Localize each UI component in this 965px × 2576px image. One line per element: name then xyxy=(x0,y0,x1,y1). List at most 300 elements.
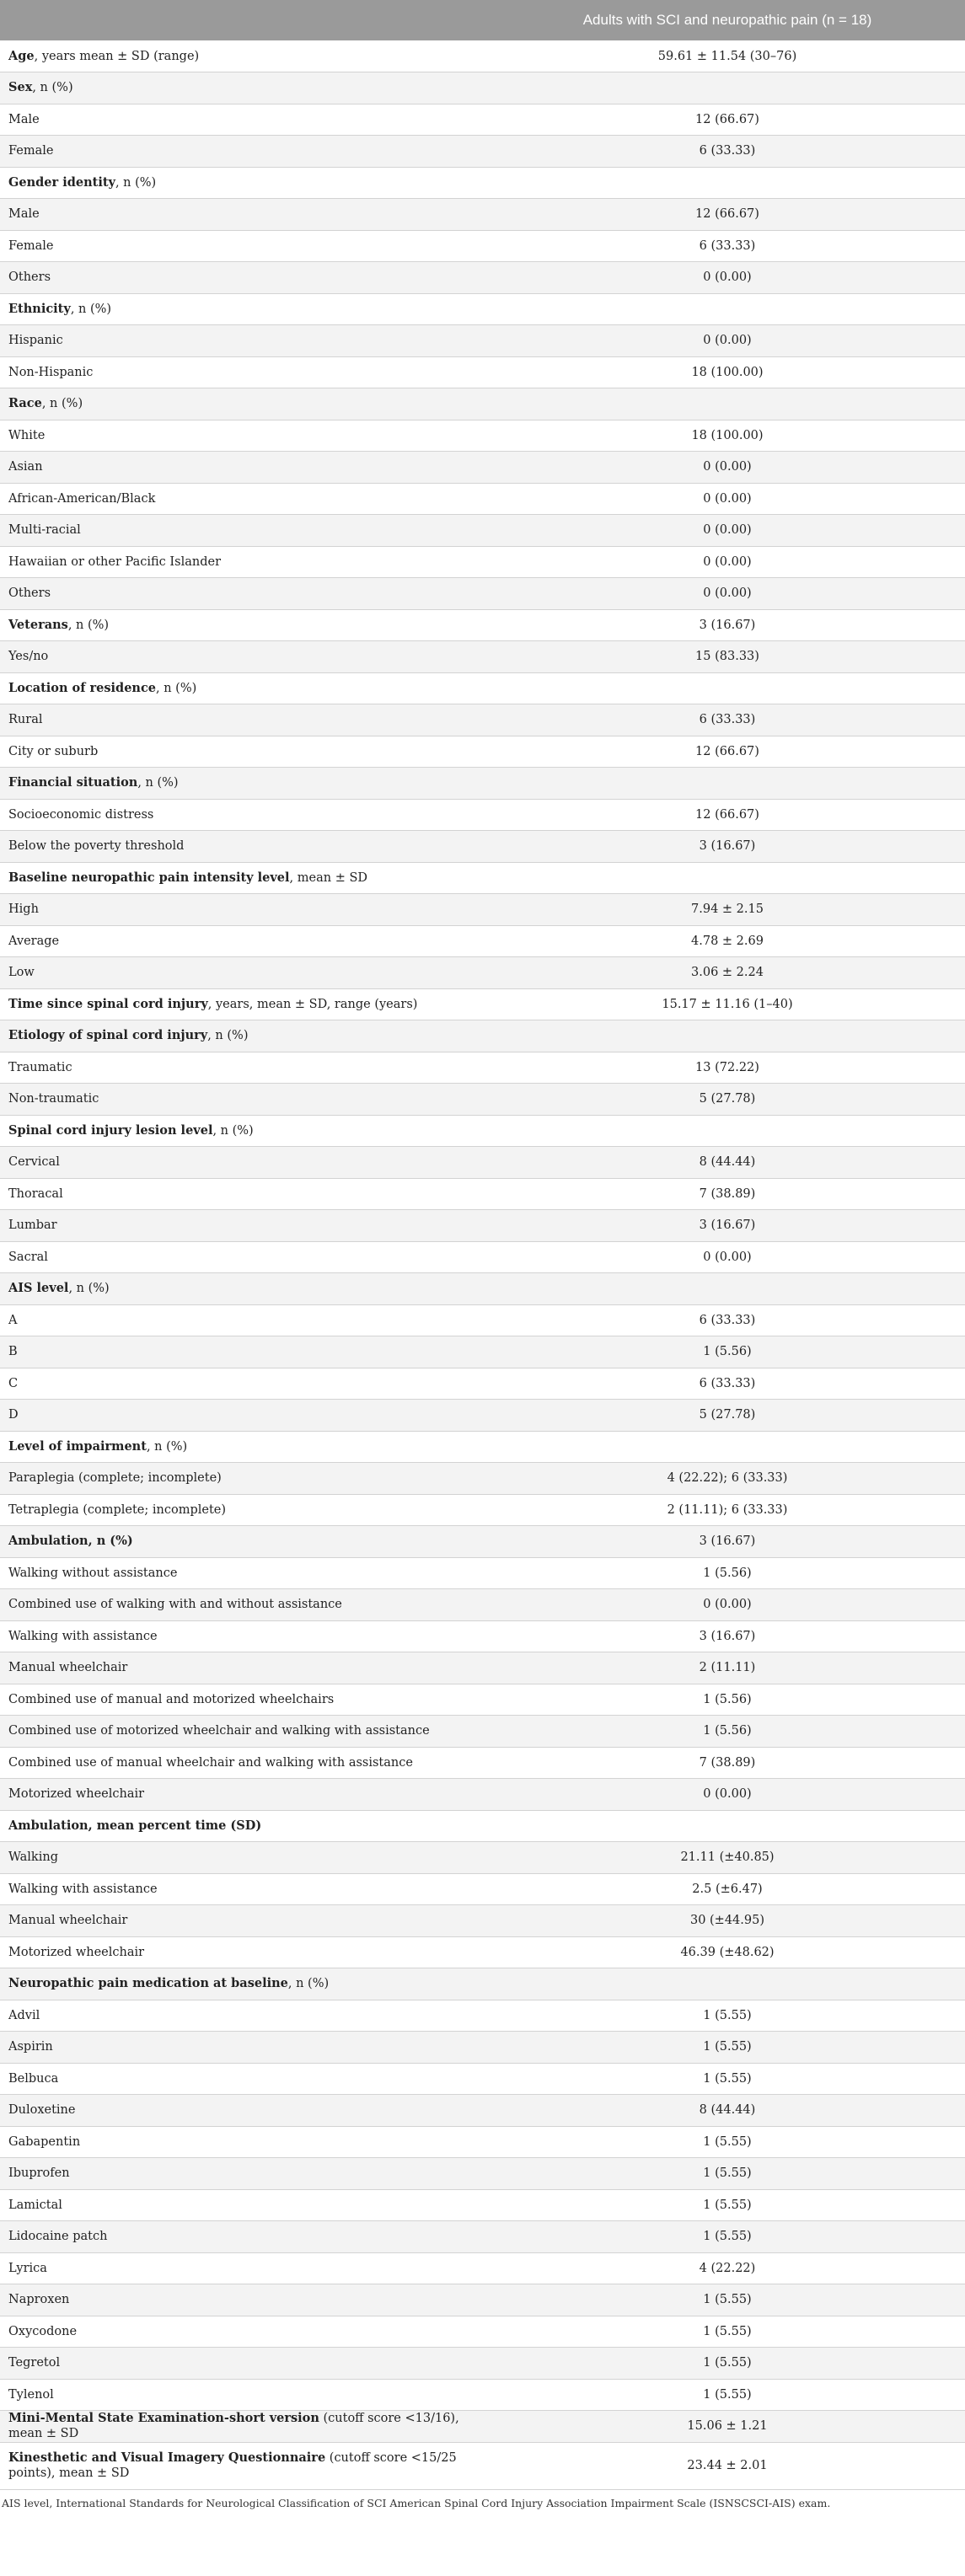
row-value: 1 (5.55) xyxy=(490,2158,965,2190)
table-header-row xyxy=(0,0,965,40)
row-label-text: B xyxy=(8,1345,18,1359)
row-label xyxy=(0,293,490,325)
row-label-text: Lidocaine patch xyxy=(8,2230,108,2244)
row-value: 1 (5.56) xyxy=(490,1336,965,1368)
row-value: 1 (5.55) xyxy=(490,2000,965,2032)
row-label-text: Walking with assistance xyxy=(8,1882,158,1896)
row-value: 0 (0.00) xyxy=(490,1241,965,1273)
table-row xyxy=(0,1147,965,1179)
row-label-text: , years, mean ± SD, range (years) xyxy=(207,997,418,1011)
row-value: 59.61 ± 11.54 (30–76) xyxy=(490,40,965,72)
table-row xyxy=(0,957,965,989)
row-value: 0 (0.00) xyxy=(490,515,965,547)
row-label xyxy=(0,262,490,294)
row-label-text: Oxycodone xyxy=(8,2324,78,2338)
row-value: 5 (27.78) xyxy=(490,1084,965,1116)
table-row xyxy=(0,609,965,641)
row-label-text: Belbuca xyxy=(8,2071,59,2086)
table-row xyxy=(0,1810,965,1842)
row-label-text: , n (%) xyxy=(67,618,110,632)
table-row xyxy=(0,1463,965,1495)
row-value xyxy=(490,167,965,199)
row-label xyxy=(0,546,490,578)
row-value xyxy=(490,1968,965,2000)
row-label-bold: Veterans xyxy=(8,617,68,632)
row-label-text: Motorized wheelchair xyxy=(8,1945,145,1959)
row-value: 0 (0.00) xyxy=(490,1779,965,1811)
row-label-text: Female xyxy=(8,238,54,253)
table-row xyxy=(0,1747,965,1779)
table-row xyxy=(0,2442,965,2489)
row-label xyxy=(0,388,490,420)
row-label-text: Motorized wheelchair xyxy=(8,1787,145,1802)
row-label xyxy=(0,2379,490,2411)
row-value: 2 (11.11); 6 (33.33) xyxy=(490,1494,965,1526)
row-label xyxy=(0,1526,490,1558)
row-value xyxy=(490,862,965,894)
row-value xyxy=(490,388,965,420)
row-label xyxy=(0,1210,490,1242)
row-label xyxy=(0,1842,490,1874)
row-label-text: Non-Hispanic xyxy=(8,365,94,379)
row-label-bold: Ambulation, n (%) xyxy=(8,1534,133,1549)
row-value: 18 (100.00) xyxy=(490,420,965,452)
table-row xyxy=(0,546,965,578)
row-label-text: , n (%) xyxy=(41,397,83,411)
table-row xyxy=(0,1620,965,1652)
row-label xyxy=(0,957,490,989)
row-value xyxy=(490,293,965,325)
row-label xyxy=(0,2411,490,2443)
row-label-text: , mean ± SD xyxy=(289,870,368,885)
row-value: 6 (33.33) xyxy=(490,1304,965,1336)
row-value: 8 (44.44) xyxy=(490,1147,965,1179)
row-label xyxy=(0,2221,490,2253)
row-label-text: Aspirin xyxy=(8,2040,53,2054)
row-label xyxy=(0,925,490,957)
row-label-text: Others xyxy=(8,270,51,285)
row-value: 3 (16.67) xyxy=(490,1526,965,1558)
row-label-bold: Gender identity xyxy=(8,174,115,190)
table-row xyxy=(0,1589,965,1621)
row-label-bold: Level of impairment xyxy=(8,1438,147,1454)
row-label-text: , n (%) xyxy=(156,681,197,695)
row-label xyxy=(0,325,490,357)
table-row xyxy=(0,2158,965,2190)
table-row xyxy=(0,641,965,673)
row-label xyxy=(0,1494,490,1526)
row-label xyxy=(0,1684,490,1716)
row-label-text: Sacral xyxy=(8,1250,48,1264)
row-value: 1 (5.55) xyxy=(490,2348,965,2380)
table-row xyxy=(0,104,965,136)
row-value: 18 (100.00) xyxy=(490,356,965,388)
row-label xyxy=(0,1336,490,1368)
row-label-bold: AIS level xyxy=(8,1281,69,1296)
row-label xyxy=(0,578,490,610)
row-label-bold: Etiology of spinal cord injury xyxy=(8,1028,208,1043)
row-label-text: Asian xyxy=(8,460,43,474)
row-label xyxy=(0,1716,490,1748)
row-label-text: Lamictal xyxy=(8,2198,62,2212)
row-label xyxy=(0,2126,490,2158)
row-label-text: Walking without assistance xyxy=(8,1566,178,1580)
row-label xyxy=(0,2000,490,2032)
row-value: 1 (5.55) xyxy=(490,2316,965,2348)
table-row xyxy=(0,578,965,610)
row-label xyxy=(0,1368,490,1400)
row-label xyxy=(0,2442,490,2489)
table-row xyxy=(0,1052,965,1084)
row-label xyxy=(0,199,490,231)
table-row xyxy=(0,2189,965,2221)
row-label-text: Socioeconomic distress xyxy=(8,807,154,822)
row-value: 6 (33.33) xyxy=(490,230,965,262)
table-row xyxy=(0,1115,965,1147)
row-label xyxy=(0,2348,490,2380)
table-row xyxy=(0,2379,965,2411)
row-value: 1 (5.56) xyxy=(490,1684,965,1716)
row-value: 15 (83.33) xyxy=(490,641,965,673)
row-label-text: Tetraplegia (complete; incomplete) xyxy=(8,1502,227,1517)
row-value: 3 (16.67) xyxy=(490,609,965,641)
row-label xyxy=(0,2063,490,2095)
row-label-text: Others xyxy=(8,586,51,601)
table-row xyxy=(0,1716,965,1748)
row-label xyxy=(0,988,490,1020)
row-label-bold: Race xyxy=(8,396,42,411)
row-label-text: Male xyxy=(8,207,40,222)
row-label xyxy=(0,1400,490,1432)
row-label-text: Manual wheelchair xyxy=(8,1914,128,1928)
table-row xyxy=(0,1084,965,1116)
row-label-text: Manual wheelchair xyxy=(8,1661,128,1675)
row-label-text: Walking xyxy=(8,1850,58,1865)
table-row xyxy=(0,925,965,957)
row-label-bold: Ethnicity xyxy=(8,301,71,316)
row-label-text: Combined use of walking with and without assistance xyxy=(8,1598,342,1612)
row-label-bold: Mini-Mental State Examination-short version xyxy=(8,2411,319,2426)
row-value: 21.11 (±40.85) xyxy=(490,1842,965,1874)
row-value xyxy=(490,1431,965,1463)
row-label xyxy=(0,1589,490,1621)
table-row xyxy=(0,72,965,104)
row-value: 0 (0.00) xyxy=(490,1589,965,1621)
row-value: 2 (11.11) xyxy=(490,1652,965,1684)
row-label xyxy=(0,452,490,484)
row-label xyxy=(0,2095,490,2127)
table-row xyxy=(0,1842,965,1874)
row-label xyxy=(0,2189,490,2221)
table-row xyxy=(0,1241,965,1273)
table-row xyxy=(0,262,965,294)
table-row xyxy=(0,40,965,72)
row-label xyxy=(0,1779,490,1811)
row-label xyxy=(0,1115,490,1147)
row-value xyxy=(490,1273,965,1305)
row-label-text: Hispanic xyxy=(8,334,63,348)
row-label-text: Thoracal xyxy=(8,1186,63,1201)
table-row xyxy=(0,199,965,231)
row-label xyxy=(0,1557,490,1589)
table-row xyxy=(0,1936,965,1968)
row-value: 1 (5.55) xyxy=(490,2032,965,2064)
row-label-bold: Sex xyxy=(8,80,33,95)
row-label xyxy=(0,1936,490,1968)
row-label-text: , n (%) xyxy=(207,1029,249,1043)
row-value xyxy=(490,1115,965,1147)
row-label-text: Non-traumatic xyxy=(8,1092,99,1106)
row-value: 6 (33.33) xyxy=(490,704,965,736)
row-label xyxy=(0,704,490,736)
row-label xyxy=(0,1304,490,1336)
table-row xyxy=(0,1431,965,1463)
row-value: 0 (0.00) xyxy=(490,578,965,610)
table-row xyxy=(0,293,965,325)
table-row xyxy=(0,2252,965,2284)
row-label-text: , n (%) xyxy=(70,302,112,316)
row-label xyxy=(0,483,490,515)
row-label xyxy=(0,1052,490,1084)
row-label xyxy=(0,2316,490,2348)
row-label-bold: Financial situation xyxy=(8,775,138,790)
row-value: 3 (16.67) xyxy=(490,1620,965,1652)
row-label xyxy=(0,356,490,388)
table-row xyxy=(0,136,965,168)
table-row xyxy=(0,1336,965,1368)
row-label xyxy=(0,1147,490,1179)
row-label xyxy=(0,831,490,863)
table-row xyxy=(0,515,965,547)
table-footnote: AIS level, International Standards for Neurological Classification of SCI American Spinal Cord Injury Association Impairment Scale (ISNSCSCI-AIS) exam. xyxy=(2,2496,831,2509)
row-label-text: Male xyxy=(8,112,40,126)
table-row xyxy=(0,452,965,484)
row-value: 46.39 (±48.62) xyxy=(490,1936,965,1968)
row-label-text: , n (%) xyxy=(212,1123,254,1138)
row-label-text: (cutoff score <13/16), mean ± SD xyxy=(8,2412,459,2441)
row-value: 3 (16.67) xyxy=(490,831,965,863)
row-label xyxy=(0,72,490,104)
row-label xyxy=(0,641,490,673)
row-value: 12 (66.67) xyxy=(490,799,965,831)
row-label xyxy=(0,1620,490,1652)
row-label xyxy=(0,1431,490,1463)
row-value: 7.94 ± 2.15 xyxy=(490,894,965,926)
row-label-text: A xyxy=(8,1313,18,1327)
row-label xyxy=(0,136,490,168)
row-label-text: , n (%) xyxy=(137,776,179,790)
table-row xyxy=(0,2095,965,2127)
row-label xyxy=(0,40,490,72)
row-label-text: Combined use of motorized wheelchair and walking with assistance xyxy=(8,1724,430,1738)
table-row xyxy=(0,1494,965,1526)
table-row xyxy=(0,1020,965,1052)
row-value: 0 (0.00) xyxy=(490,483,965,515)
row-label xyxy=(0,1905,490,1937)
row-label xyxy=(0,1652,490,1684)
row-label-text: Gabapentin xyxy=(8,2134,81,2149)
row-label-text: Ibuprofen xyxy=(8,2166,70,2181)
row-label xyxy=(0,1020,490,1052)
row-label-text: , n (%) xyxy=(115,175,157,190)
row-label-text: Multi-racial xyxy=(8,523,81,538)
row-label-bold: Baseline neuropathic pain intensity level xyxy=(8,870,290,885)
row-label xyxy=(0,167,490,199)
row-value: 4.78 ± 2.69 xyxy=(490,925,965,957)
row-label-text: Combined use of manual wheelchair and walking with assistance xyxy=(8,1755,413,1770)
row-label xyxy=(0,768,490,800)
row-label-text: Female xyxy=(8,144,54,158)
row-value xyxy=(490,1810,965,1842)
row-value: 0 (0.00) xyxy=(490,262,965,294)
row-value: 15.17 ± 11.16 (1–40) xyxy=(490,988,965,1020)
table-row xyxy=(0,2284,965,2316)
table-row xyxy=(0,2000,965,2032)
row-value: 0 (0.00) xyxy=(490,546,965,578)
row-label-bold: Kinesthetic and Visual Imagery Questionnaire xyxy=(8,2450,326,2465)
row-value: 12 (66.67) xyxy=(490,104,965,136)
table-row xyxy=(0,1273,965,1305)
row-value: 23.44 ± 2.01 xyxy=(490,2442,965,2489)
table-row xyxy=(0,2348,965,2380)
row-label-text: Yes/no xyxy=(8,650,49,664)
table-row xyxy=(0,736,965,768)
row-label-text: Walking with assistance xyxy=(8,1629,158,1643)
row-label-text: C xyxy=(8,1376,19,1390)
row-label xyxy=(0,1463,490,1495)
row-label xyxy=(0,862,490,894)
table-row xyxy=(0,1873,965,1905)
row-label xyxy=(0,2284,490,2316)
row-label xyxy=(0,515,490,547)
row-value: 6 (33.33) xyxy=(490,1368,965,1400)
row-label-bold: Age xyxy=(8,48,35,63)
row-label xyxy=(0,420,490,452)
row-label xyxy=(0,104,490,136)
row-value: 12 (66.67) xyxy=(490,736,965,768)
row-value: 3 (16.67) xyxy=(490,1210,965,1242)
row-value: 15.06 ± 1.21 xyxy=(490,2411,965,2443)
row-label xyxy=(0,2158,490,2190)
row-label-bold: Ambulation, mean percent time (SD) xyxy=(8,1818,262,1833)
row-value: 3.06 ± 2.24 xyxy=(490,957,965,989)
table-row xyxy=(0,420,965,452)
table-row xyxy=(0,483,965,515)
row-label-bold: Location of residence xyxy=(8,680,157,695)
row-label xyxy=(0,1178,490,1210)
table-row xyxy=(0,894,965,926)
row-label-bold: Neuropathic pain medication at baseline xyxy=(8,1976,288,1991)
row-label-text: Traumatic xyxy=(8,1060,72,1074)
row-value: 1 (5.55) xyxy=(490,2284,965,2316)
row-label-text: African-American/Black xyxy=(8,491,156,506)
row-label-text: Below the poverty threshold xyxy=(8,839,185,854)
row-label-text: Combined use of manual and motorized wheelchairs xyxy=(8,1692,335,1706)
row-value: 12 (66.67) xyxy=(490,199,965,231)
row-value xyxy=(490,672,965,704)
row-label-text: City or suburb xyxy=(8,744,99,758)
row-label-text: , n (%) xyxy=(146,1439,188,1454)
row-value: 1 (5.55) xyxy=(490,2126,965,2158)
row-value: 5 (27.78) xyxy=(490,1400,965,1432)
table-row xyxy=(0,768,965,800)
row-value xyxy=(490,768,965,800)
row-label-text: Rural xyxy=(8,713,43,727)
row-value: 13 (72.22) xyxy=(490,1052,965,1084)
row-label xyxy=(0,672,490,704)
row-label-text: (cutoff score <15/25 points), mean ± SD xyxy=(8,2451,457,2480)
row-value: 7 (38.89) xyxy=(490,1747,965,1779)
row-label-text: Paraplegia (complete; incomplete) xyxy=(8,1471,222,1486)
row-value: 7 (38.89) xyxy=(490,1178,965,1210)
table-row xyxy=(0,1652,965,1684)
table-row xyxy=(0,1968,965,2000)
row-value: 4 (22.22); 6 (33.33) xyxy=(490,1463,965,1495)
row-label-text: Tylenol xyxy=(8,2387,54,2402)
row-label xyxy=(0,2032,490,2064)
row-label xyxy=(0,894,490,926)
table-row xyxy=(0,2032,965,2064)
row-label-text: , years mean ± SD (range) xyxy=(34,49,200,63)
table-row xyxy=(0,1905,965,1937)
row-label-text: Advil xyxy=(8,2008,40,2022)
row-value: 8 (44.44) xyxy=(490,2095,965,2127)
row-label-text: Cervical xyxy=(8,1155,60,1170)
row-label-text: Average xyxy=(8,934,60,948)
row-label-text: Naproxen xyxy=(8,2293,70,2307)
row-label xyxy=(0,1273,490,1305)
table-row xyxy=(0,1178,965,1210)
row-label-text: Duloxetine xyxy=(8,2103,76,2118)
header-label-col xyxy=(0,0,490,40)
row-value: 1 (5.55) xyxy=(490,2063,965,2095)
row-label-bold: Spinal cord injury lesion level xyxy=(8,1122,213,1138)
row-label-text: White xyxy=(8,428,46,442)
table-row xyxy=(0,862,965,894)
table-row xyxy=(0,1400,965,1432)
table-row xyxy=(0,1526,965,1558)
table-row xyxy=(0,672,965,704)
table-row xyxy=(0,1304,965,1336)
row-label-text: , n (%) xyxy=(32,81,73,95)
row-value: 1 (5.56) xyxy=(490,1557,965,1589)
row-label-text: , n (%) xyxy=(68,1282,110,1296)
row-value xyxy=(490,72,965,104)
table-row xyxy=(0,1368,965,1400)
table-row xyxy=(0,704,965,736)
table-row xyxy=(0,388,965,420)
table-row xyxy=(0,2126,965,2158)
row-value: 30 (±44.95) xyxy=(490,1905,965,1937)
header-value-col: Adults with SCI and neuropathic pain (n = 18) xyxy=(490,0,965,40)
table-row xyxy=(0,831,965,863)
table-row xyxy=(0,1557,965,1589)
table-row xyxy=(0,1684,965,1716)
table-row xyxy=(0,988,965,1020)
table-row xyxy=(0,325,965,357)
row-label xyxy=(0,1084,490,1116)
row-label xyxy=(0,1747,490,1779)
row-value: 6 (33.33) xyxy=(490,136,965,168)
row-label-text: Tegretol xyxy=(8,2356,61,2370)
row-label-text: D xyxy=(8,1408,19,1422)
row-label-text: Low xyxy=(8,966,35,980)
table-row xyxy=(0,2063,965,2095)
row-label xyxy=(0,1968,490,2000)
table-row xyxy=(0,799,965,831)
table-row xyxy=(0,167,965,199)
table-row xyxy=(0,2316,965,2348)
